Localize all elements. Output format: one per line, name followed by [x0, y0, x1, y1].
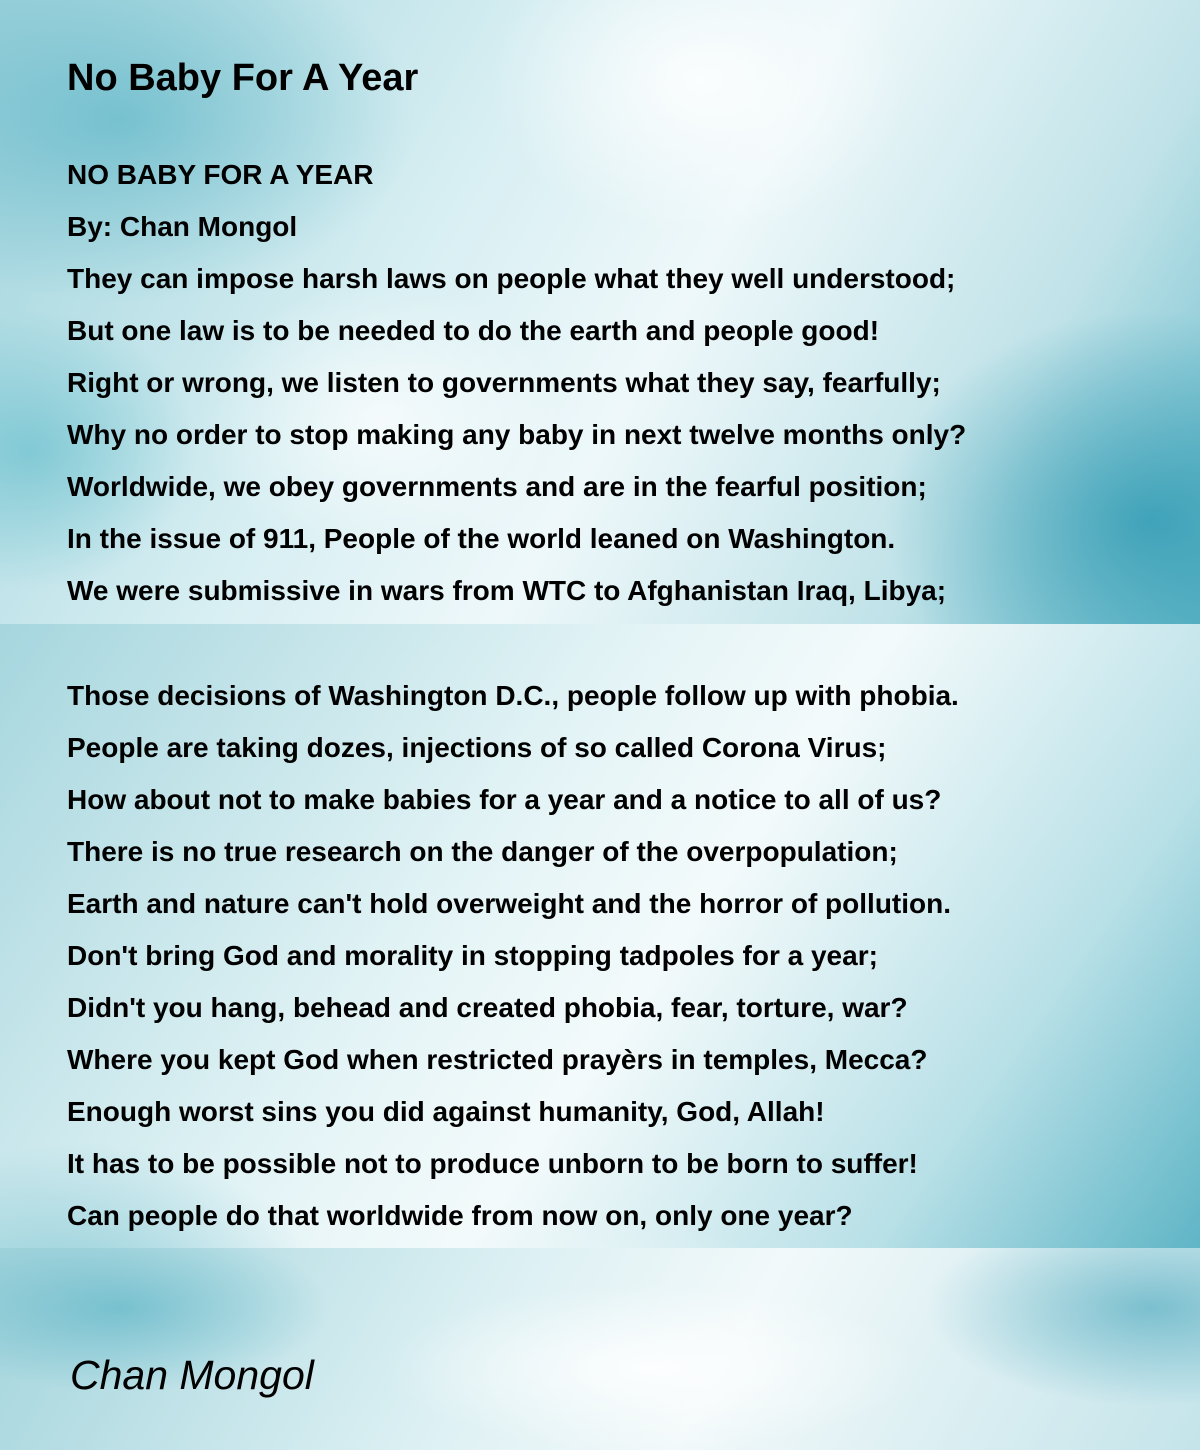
poem-lines-part-1 [67, 149, 966, 617]
poem-line: By: Chan Mongol [67, 211, 298, 242]
author-name: Chan Mongol [70, 1352, 314, 1398]
poem-line: They can impose harsh laws on people what they well understood; [67, 263, 956, 294]
poem-line: There is no true research on the danger of the overpopulation; [67, 836, 898, 867]
poem-line: Don't bring God and morality in stopping tadpoles for a year; [67, 940, 878, 971]
poem-line: In the issue of 911, People of the world leaned on Washington. [67, 523, 896, 554]
poem-line: People are taking dozes, injections of so called Corona Virus; [67, 732, 887, 763]
poem-line: Right or wrong, we listen to governments what they say, fearfully; [67, 367, 941, 398]
poem-line: Didn't you hang, behead and created phobia, fear, torture, war? [67, 992, 908, 1023]
poem-title: No Baby For A Year [67, 57, 419, 99]
poem-line: How about not to make babies for a year and a notice to all of us? [67, 784, 942, 815]
poem-line: It has to be possible not to produce unborn to be born to suffer! [67, 1148, 918, 1179]
poem-line: Can people do that worldwide from now on, only one year? [67, 1200, 853, 1231]
poem-panel-2 [0, 624, 1200, 1248]
poem-line: NO BABY FOR A YEAR [67, 159, 374, 190]
poem-line: Enough worst sins you did against humanity, God, Allah! [67, 1096, 825, 1127]
poem-line: We were submissive in wars from WTC to Afghanistan Iraq, Libya; [67, 575, 947, 606]
poem-line: Where you kept God when restricted prayèrs in temples, Mecca? [67, 1044, 928, 1075]
poem-line: Why no order to stop making any baby in next twelve months only? [67, 419, 967, 450]
poem-line: But one law is to be needed to do the earth and people good! [67, 315, 880, 346]
poem-panel-1 [0, 0, 1200, 624]
poem-lines-part-2 [67, 670, 959, 1242]
poem-line: Worldwide, we obey governments and are in the fearful position; [67, 471, 927, 502]
poem-line: Earth and nature can't hold overweight and the horror of pollution. [67, 888, 952, 919]
poem-line: Those decisions of Washington D.C., people follow up with phobia. [67, 680, 959, 711]
author-panel [0, 1248, 1200, 1450]
